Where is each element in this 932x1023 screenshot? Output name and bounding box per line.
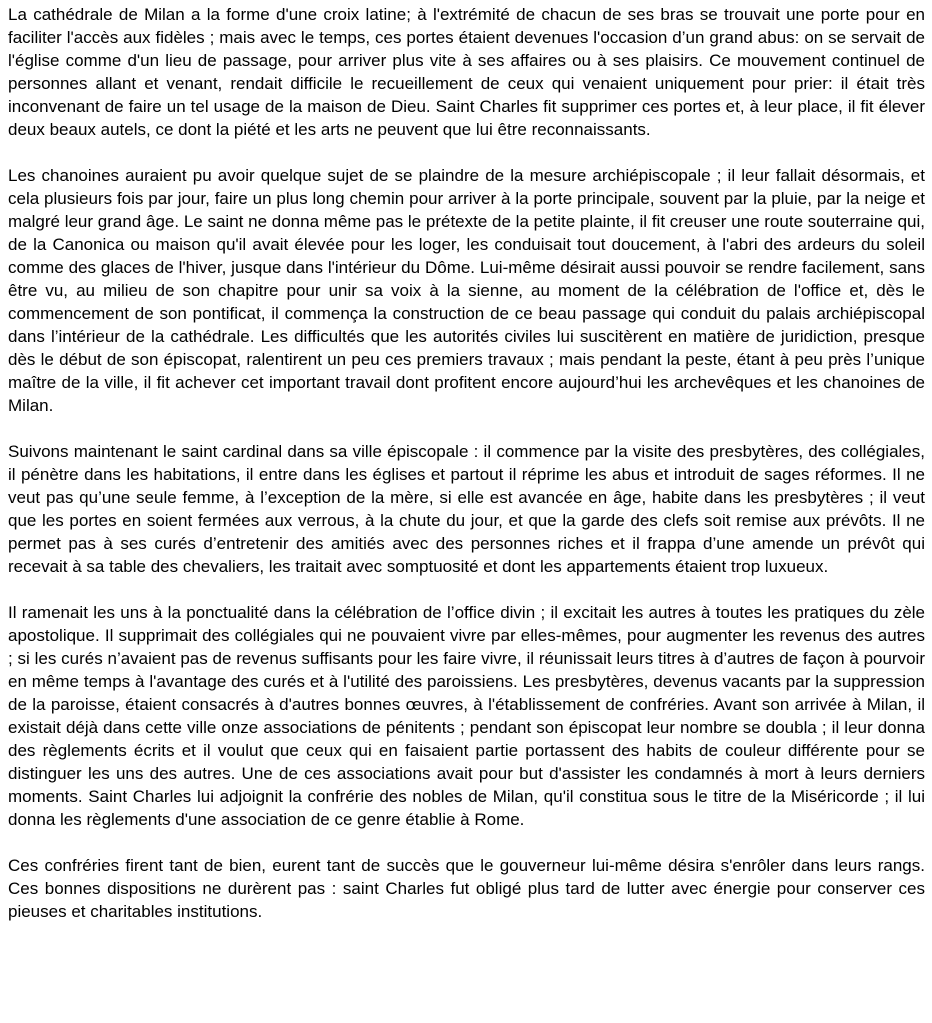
paragraph-4: Il ramenait les uns à la ponctualité dans la célébration de l’office divin ; il excitait les autres à toutes les pratiques du zèle apostolique. Il supprimait des collégiales qui ne pouvaient vivre par elles-mêmes, pour augmenter les revenus des autres ; si les curés n’avaient pas de revenus suffisants pour les faire vivre, il réunissait leurs titres à d’autres de façon à pourvoir en même temps à l'avantage des curés et à l'utilité des paroissiens. Les presbytères, devenus vacants par la suppression de la paroisse, étaient consacrés à d'autres bonnes œuvres, à l'établissement de confréries. Avant son arrivée à Milan, il existait déjà dans cette ville onze associations de pénitents ; pendant son épiscopat leur nombre se doubla ; il leur donna des règlements écrits et il voulut que ceux qui en faisaient partie portassent des habits de couleur différente pour se distinguer les uns des autres. Une de ces associations avait pour but d'assister les condamnés à mort à leurs derniers moments. Saint Charles lui adjoignit la confrérie des nobles de Milan, qu'il constitua sous le titre de la Miséricorde ; il lui donna les règlements d'une association de ce genre établie à Rome. — [8, 603, 925, 829]
paragraph-2: Les chanoines auraient pu avoir quelque sujet de se plaindre de la mesure archiépiscopale ; il leur fallait désormais, et cela plusieurs fois par jour, faire un plus long chemin pour arriver à la porte principale, souvent par la pluie, par la neige et malgré leur grand âge. Le saint ne donna même pas le prétexte de la petite plainte, il fit creuser une route souterraine qui, de la Canonica ou maison qu'il avait élevée pour les loger, les conduisait tout doucement, à l'abri des ardeurs du soleil comme des glaces de l'hiver, jusque dans l'intérieur du Dôme. Lui-même désirait aussi pouvoir se rendre facilement, sans être vu, au milieu de son chapitre pour unir sa voix à la sienne, au moment de la célébration de l'office et, dès le commencement de son pontificat, il commença la construction de ce beau passage qui conduit du palais archiépiscopal dans l’intérieur de la cathédrale. Les difficultés que les autorités civiles lui suscitèrent en matière de juridiction, presque dès le début de son épiscopat, ralentirent un peu ces premiers travaux ; mais pendant la peste, étant à peu près l’unique maître de la ville, il fit achever cet important travail dont profitent encore aujourd’hui les archevêques et les chanoines de Milan. — [8, 166, 925, 415]
paragraph-1: La cathédrale de Milan a la forme d'une croix latine; à l'extrémité de chacun de ses bras se trouvait une porte pour en faciliter l'accès aux fidèles ; mais avec le temps, ces portes étaient devenues l'occasion d’un grand abus: on se servait de l'église comme d'un lieu de passage, pour arriver plus vite à ses affaires ou à ses plaisirs. Ce mouvement continuel de personnes allant et venant, rendait difficile le recueillement de ceux qui venaient uniquement pour prier: il était très inconvenant de faire un tel usage de la maison de Dieu. Saint Charles fit supprimer ces portes et, à leur place, il fit élever deux beaux autels, ce dont la piété et les arts ne peuvent que lui être reconnaissants. — [8, 5, 925, 139]
paragraph-5: Ces confréries firent tant de bien, eurent tant de succès que le gouverneur lui-même désira s'enrôler dans leurs rangs. Ces bonnes dispositions ne durèrent pas : saint Charles fut obligé plus tard de lutter avec énergie pour conserver ces pieuses et charitables institutions. — [8, 856, 925, 921]
paragraph-3: Suivons maintenant le saint cardinal dans sa ville épiscopale : il commence par la visite des presbytères, des collégiales, il pénètre dans les habitations, il entre dans les églises et partout il réprime les abus et introduit de sages réformes. Il ne veut pas qu’une seule femme, à l’exception de la mère, si elle est avancée en âge, habite dans les presbytères ; il veut que les portes en soient fermées aux verrous, à la chute du jour, et que la garde des clefs soit remise aux prévôts. Il ne permet pas à ses curés d’entretenir des amitiés avec des personnes riches et il frappa d’une amende un prévôt qui recevait à sa table des chevaliers, les traitait avec somptuosité et dont les appartements étaient trop luxueux. — [8, 442, 925, 576]
